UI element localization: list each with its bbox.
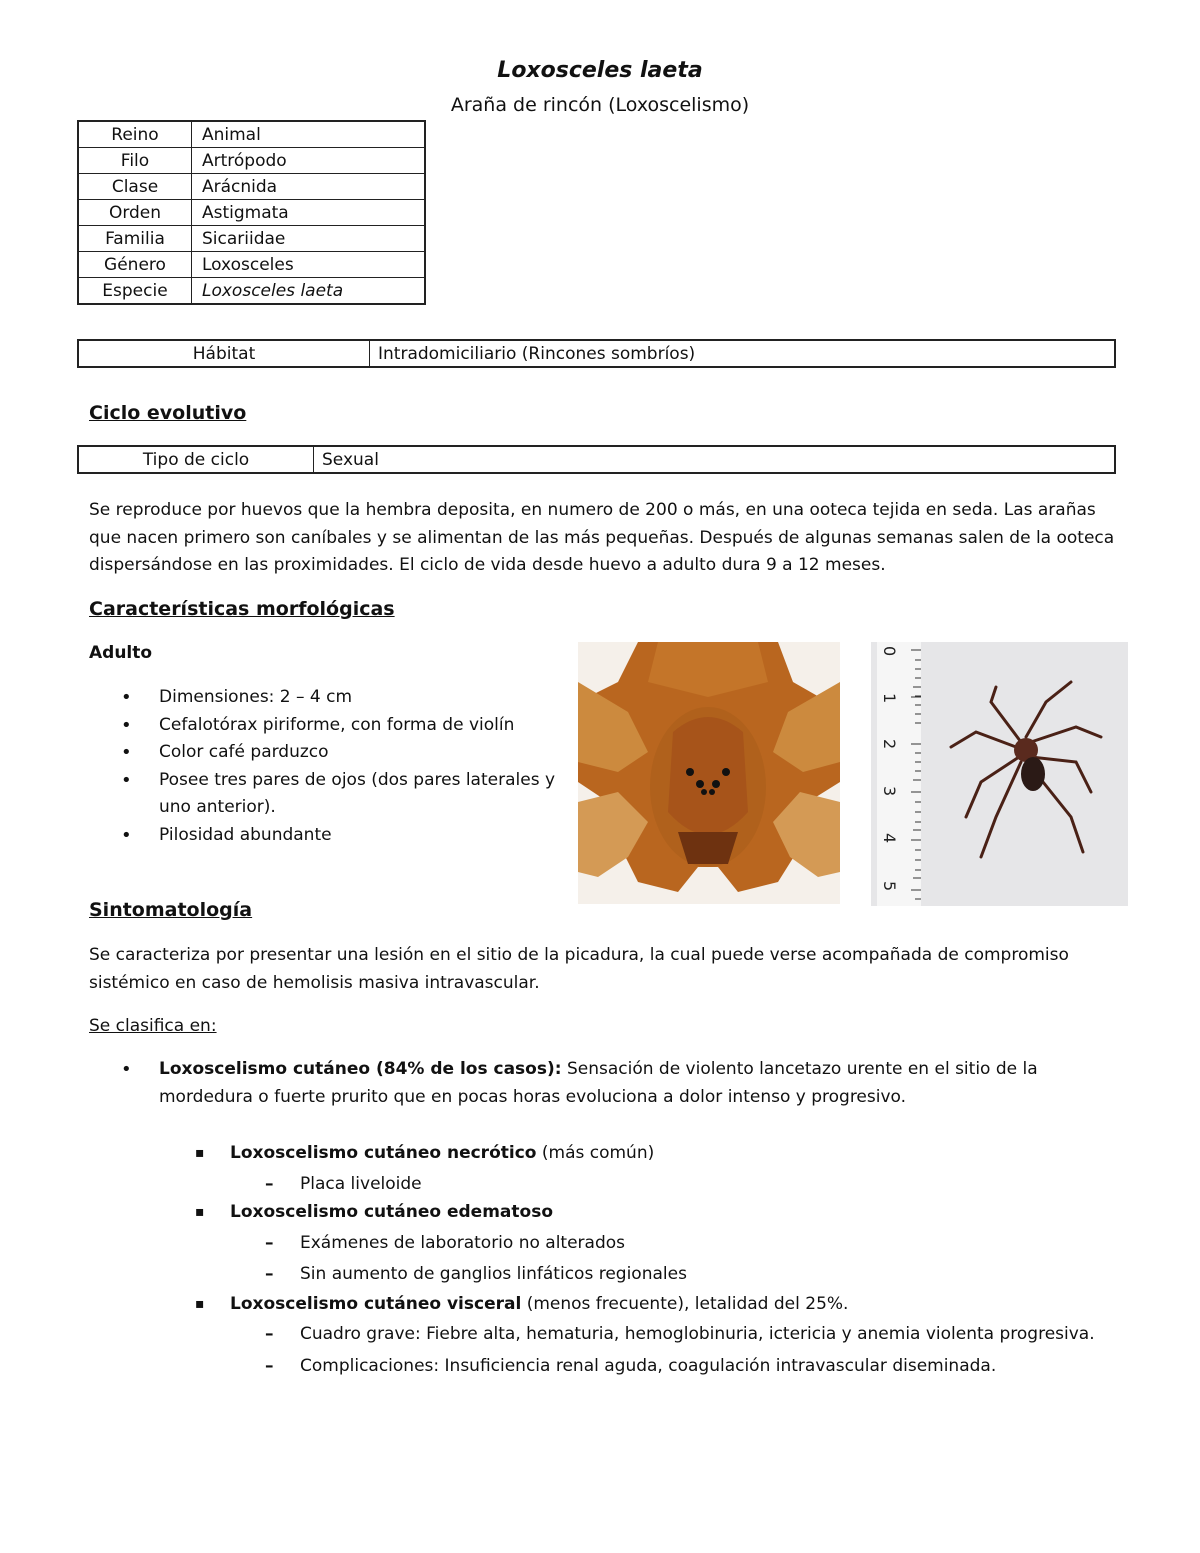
main-bold: Loxoscelismo cutáneo (84% de los casos): bbox=[159, 1059, 562, 1079]
ruler-label: 2 bbox=[880, 739, 899, 750]
taxonomy-key: Filo bbox=[78, 148, 192, 174]
document-subtitle: Araña de rincón (Loxoscelismo) bbox=[450, 94, 750, 116]
table-row bbox=[78, 446, 1115, 473]
taxonomy-value: Arácnida bbox=[192, 174, 426, 200]
spider-closeup-image bbox=[578, 642, 840, 904]
habitat-value: Intradomiciliario (Rincones sombríos) bbox=[370, 340, 1116, 367]
list-item: • Dimensiones: 2 – 4 cm bbox=[89, 684, 569, 712]
list-item bbox=[195, 1291, 848, 1318]
list-item: – Exámenes de laboratorio no alterados bbox=[265, 1230, 625, 1257]
taxonomy-value: Loxosceles bbox=[192, 252, 426, 278]
ruler-label: 0 bbox=[880, 646, 899, 657]
taxonomy-value: Artrópodo bbox=[192, 148, 426, 174]
main-text: Sensación de violento lancetazo urente en el sitio de la mordedura o fuerte prurito que en pocas horas evoluciona a dolor intenso y progresivo. bbox=[159, 1059, 1038, 1107]
table-row bbox=[78, 200, 425, 226]
sintomatologia-heading: Sintomatología bbox=[89, 899, 253, 921]
sintomatologia-paragraph: Se caracteriza por presentar una lesión en el sitio de la picadura, la cual puede verse acompañada de compromiso sistémico en caso de hemolisis masiva intravascular. bbox=[89, 945, 1069, 993]
table-row bbox=[78, 174, 425, 200]
ciclo-table bbox=[77, 445, 1116, 474]
list-item: – Sin aumento de ganglios linfáticos regionales bbox=[265, 1261, 687, 1288]
taxonomy-value: Animal bbox=[192, 121, 426, 148]
list-item: • Posee tres pares de ojos (dos pares laterales y uno anterior). bbox=[89, 767, 569, 822]
list-item bbox=[195, 1140, 654, 1167]
taxonomy-key: Orden bbox=[78, 200, 192, 226]
list-item bbox=[89, 1056, 1129, 1111]
table-row bbox=[78, 121, 425, 148]
ciclo-paragraph: Se reproduce por huevos que la hembra deposita, en numero de 200 o más, en una ooteca tejida en seda. Las arañas que nacen primero son caníbales y se alimentan de las más pequeñas. Después de algunas semanas salen de la ooteca dispersándose en las proximidades. El ciclo de vida desde huevo a adulto dura 9 a 12 meses. bbox=[89, 500, 1115, 575]
list-item: • Color café parduzco bbox=[89, 739, 569, 767]
habitat-table bbox=[77, 339, 1116, 368]
ruler-label: 3 bbox=[880, 786, 899, 797]
table-row bbox=[78, 226, 425, 252]
morfologia-list bbox=[89, 684, 569, 849]
table-row bbox=[78, 278, 425, 305]
morfologia-heading: Características morfológicas bbox=[89, 598, 395, 620]
ruler-label: 5 bbox=[880, 881, 899, 892]
taxonomy-key: Reino bbox=[78, 121, 192, 148]
table-row bbox=[78, 340, 1115, 367]
sub1-bold: Loxoscelismo cutáneo necrótico bbox=[230, 1143, 537, 1163]
list-item: – Complicaciones: Insuficiencia renal aguda, coagulación intravascular diseminada. bbox=[265, 1353, 996, 1380]
taxonomy-key: Especie bbox=[78, 278, 192, 305]
adulto-subheading: Adulto bbox=[89, 643, 153, 663]
taxonomy-value: Astigmata bbox=[192, 200, 426, 226]
table-row bbox=[78, 148, 425, 174]
sub1-text: (más común) bbox=[536, 1143, 655, 1163]
taxonomy-key: Clase bbox=[78, 174, 192, 200]
sub3-text: (menos frecuente), letalidad del 25%. bbox=[521, 1294, 849, 1314]
clasificacion-list bbox=[89, 1056, 1129, 1111]
ruler-label: 4 bbox=[880, 833, 899, 844]
taxonomy-key: Género bbox=[78, 252, 192, 278]
ciclo-heading: Ciclo evolutivo bbox=[89, 402, 247, 424]
ciclo-value: Sexual bbox=[314, 446, 1116, 473]
list-item: • Cefalotórax piriforme, con forma de violín bbox=[89, 712, 569, 740]
ruler-label: 1 bbox=[880, 693, 899, 704]
list-item: – Cuadro grave: Fiebre alta, hematuria, hemoglobinuria, ictericia y anemia violenta progresiva. bbox=[265, 1321, 1095, 1348]
taxonomy-value: Sicariidae bbox=[192, 226, 426, 252]
sub2-bold: Loxoscelismo cutáneo edematoso bbox=[230, 1202, 553, 1222]
table-row bbox=[78, 252, 425, 278]
spider-ruler-image bbox=[871, 642, 1128, 906]
list-item bbox=[195, 1199, 553, 1226]
list-item: – Placa liveloide bbox=[265, 1171, 422, 1198]
sub3-bold: Loxoscelismo cutáneo visceral bbox=[230, 1294, 522, 1314]
taxonomy-table bbox=[77, 120, 426, 305]
taxonomy-key: Familia bbox=[78, 226, 192, 252]
document-title: Loxosceles laeta bbox=[497, 58, 703, 83]
ciclo-key: Tipo de ciclo bbox=[78, 446, 314, 473]
clasifica-label: Se clasifica en: bbox=[89, 1016, 217, 1036]
habitat-key: Hábitat bbox=[78, 340, 370, 367]
list-item: • Pilosidad abundante bbox=[89, 822, 569, 850]
taxonomy-value: Loxosceles laeta bbox=[192, 278, 426, 305]
